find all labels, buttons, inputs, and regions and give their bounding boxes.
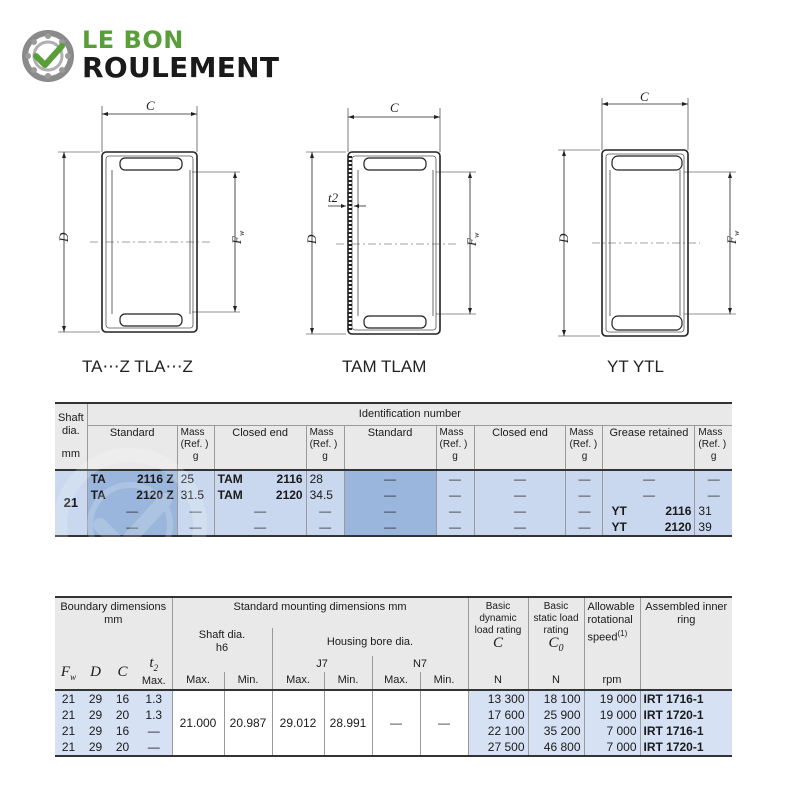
std2-mass: — bbox=[436, 470, 474, 487]
n7-header: N7 bbox=[372, 656, 468, 672]
fw-value: 21 bbox=[61, 740, 76, 754]
n7-min-value: — bbox=[420, 690, 468, 756]
j7-min-value: 28.991 bbox=[324, 690, 372, 756]
ce2-mass: — bbox=[566, 503, 603, 519]
std-mass: — bbox=[177, 503, 214, 519]
gr-designation: YT 2116 bbox=[611, 503, 692, 518]
shaft-dia-header: Shaft dia. h6 bbox=[172, 628, 272, 656]
col-closed-end-2: Closed end bbox=[492, 427, 548, 439]
gr-mass: 39 bbox=[695, 519, 732, 536]
ce-mass: — bbox=[306, 519, 344, 536]
c-header: C bbox=[117, 664, 128, 680]
ce-mass: 28 bbox=[306, 470, 344, 487]
n7-max-value: — bbox=[372, 690, 420, 756]
dim-fw-label: $F_w$ bbox=[229, 230, 246, 244]
std2-designation: — bbox=[344, 470, 436, 487]
std-designation: TA 2116 Z bbox=[87, 470, 177, 487]
col-mass-5: Mass (Ref. ) g bbox=[695, 426, 732, 470]
gr-mass: — bbox=[695, 487, 732, 503]
std2-mass: — bbox=[436, 503, 474, 519]
speed-value: 7 000 bbox=[584, 723, 640, 739]
std2-mass: — bbox=[436, 487, 474, 503]
shaft-min-value: 20.987 bbox=[224, 690, 272, 756]
std2-designation: — bbox=[344, 503, 436, 519]
col-mass-3: Mass (Ref. ) g bbox=[436, 426, 474, 470]
drawing-ta-z bbox=[40, 92, 260, 352]
d-header: D bbox=[90, 664, 101, 680]
logo-line1: LE BON bbox=[82, 26, 184, 54]
n7-min-header: Min. bbox=[420, 672, 468, 690]
caption-yt: YT YTL bbox=[607, 357, 665, 376]
static-rating-header: Basic static load rating $C_0$ bbox=[528, 597, 584, 672]
ce-mass: 34.5 bbox=[306, 487, 344, 503]
logo-line2: ROULEMENT bbox=[82, 51, 280, 84]
std-designation: TA 2120 Z bbox=[87, 487, 177, 503]
std-mass: — bbox=[177, 519, 214, 536]
unit-n-1: N bbox=[468, 672, 528, 690]
col-mass-4: Mass (Ref. ) g bbox=[566, 426, 603, 470]
ce-designation: — bbox=[254, 519, 267, 534]
shaft-value: 21 bbox=[55, 470, 87, 536]
fw-header: $F_w$ bbox=[60, 663, 77, 682]
fw-value: 21 bbox=[61, 724, 76, 738]
j7-min-header: Min. bbox=[324, 672, 372, 690]
static-rating-value: 46 800 bbox=[528, 739, 584, 756]
col-standard-2: Standard bbox=[367, 427, 413, 439]
shaft-dia-header: Shaft dia. mm bbox=[55, 403, 87, 470]
std2-mass: — bbox=[436, 519, 474, 536]
speed-header: Allowable rotational speed$^{(1)}$ bbox=[584, 597, 640, 672]
speed-value: 19 000 bbox=[584, 690, 640, 707]
ce2-designation: — bbox=[514, 471, 526, 486]
c-value: 20 bbox=[115, 708, 130, 722]
dimensions-table bbox=[55, 596, 732, 757]
static-rating-value: 35 200 bbox=[528, 723, 584, 739]
d-value: 29 bbox=[88, 692, 103, 706]
identification-table bbox=[55, 402, 732, 537]
ce2-designation: — bbox=[514, 519, 526, 534]
std-designation: — bbox=[87, 519, 177, 536]
dynamic-rating-value: 13 300 bbox=[468, 690, 528, 707]
dim-d-label: D bbox=[556, 233, 571, 243]
std-designation: — bbox=[87, 503, 177, 519]
ce2-mass: — bbox=[566, 519, 603, 536]
n7-max-header: Max. bbox=[372, 672, 420, 690]
c-value: 20 bbox=[115, 740, 130, 754]
col-grease-retained: Grease retained bbox=[609, 427, 689, 439]
speed-value: 7 000 bbox=[584, 739, 640, 756]
unit-rpm: rpm bbox=[584, 672, 640, 690]
fw-value: 21 bbox=[61, 692, 76, 706]
gr-mass: — bbox=[695, 470, 732, 487]
col-mass-1: Mass (Ref. ) g bbox=[177, 426, 214, 470]
t2-value: 1.3 bbox=[136, 707, 172, 723]
gr-designation: YT 2120 bbox=[611, 519, 692, 534]
fw-value: 21 bbox=[61, 708, 76, 722]
gr-mass: 31 bbox=[695, 503, 732, 519]
gr-designation: — bbox=[642, 471, 655, 486]
dynamic-rating-value: 17 600 bbox=[468, 707, 528, 723]
d-value: 29 bbox=[88, 724, 103, 738]
inner-ring-header: Assembled inner ring bbox=[645, 601, 728, 626]
dim-fw-label: $F_w$ bbox=[724, 230, 741, 244]
housing-header: Housing bore dia. bbox=[272, 628, 468, 656]
table-row bbox=[55, 470, 732, 487]
inner-ring-value: IRT 1716-1 bbox=[643, 692, 704, 706]
inner-ring-value: IRT 1720-1 bbox=[643, 740, 704, 754]
shaft-min-header: Min. bbox=[224, 672, 272, 690]
gr-designation: — bbox=[642, 487, 655, 502]
std-mass: 31.5 bbox=[177, 487, 214, 503]
ce-mass: — bbox=[306, 503, 344, 519]
c-value: 16 bbox=[115, 692, 130, 706]
t2-value: — bbox=[136, 739, 172, 756]
table-row bbox=[55, 690, 732, 707]
inner-ring-value: IRT 1720-1 bbox=[643, 708, 704, 722]
dynamic-rating-value: 22 100 bbox=[468, 723, 528, 739]
static-rating-value: 25 900 bbox=[528, 707, 584, 723]
dim-d-label: D bbox=[304, 234, 319, 244]
c-value: 16 bbox=[115, 724, 130, 738]
dim-c-label: C bbox=[390, 100, 399, 115]
col-closed-end-1: Closed end bbox=[232, 427, 288, 439]
caption-tam: TAM TLAM bbox=[342, 357, 427, 376]
t2-value: — bbox=[136, 723, 172, 739]
table-row bbox=[55, 519, 732, 536]
dim-c-label: C bbox=[146, 98, 155, 113]
ce-designation: TAM 2120 bbox=[217, 487, 303, 502]
mounting-header: Standard mounting dimensions mm bbox=[172, 597, 468, 628]
dynamic-rating-value: 27 500 bbox=[468, 739, 528, 756]
dim-fw-label: $F_w$ bbox=[464, 232, 481, 246]
ce-designation: — bbox=[254, 503, 267, 518]
brand-logo bbox=[22, 26, 302, 86]
ce2-designation: — bbox=[514, 487, 526, 502]
dim-d-label: D bbox=[56, 232, 71, 242]
ce-designation: TAM 2116 bbox=[217, 471, 303, 486]
identification-header: Identification number bbox=[87, 403, 732, 426]
dynamic-rating-header: Basic dynamic load rating C bbox=[468, 597, 528, 672]
ce2-designation: — bbox=[514, 503, 526, 518]
drawing-yt bbox=[540, 89, 760, 352]
j7-max-value: 29.012 bbox=[272, 690, 324, 756]
boundary-header: Boundary dimensions mm bbox=[55, 597, 172, 628]
t2-header: $t_2$ Max. bbox=[136, 656, 172, 690]
unit-n-2: N bbox=[528, 672, 584, 690]
col-mass-2: Mass (Ref. ) g bbox=[306, 426, 344, 470]
std2-designation: — bbox=[344, 487, 436, 503]
static-rating-value: 18 100 bbox=[528, 690, 584, 707]
inner-ring-value: IRT 1716-1 bbox=[643, 724, 704, 738]
table-row bbox=[55, 487, 732, 503]
dim-t2-label: t2 bbox=[328, 190, 339, 205]
table-row bbox=[55, 503, 732, 519]
ce2-mass: — bbox=[566, 487, 603, 503]
t2-value: 1.3 bbox=[136, 690, 172, 707]
j7-max-header: Max. bbox=[272, 672, 324, 690]
j7-header: J7 bbox=[272, 656, 372, 672]
col-standard-1: Standard bbox=[109, 427, 155, 439]
std2-designation: — bbox=[344, 519, 436, 536]
dim-c-label: C bbox=[640, 89, 649, 104]
d-value: 29 bbox=[88, 740, 103, 754]
ce2-mass: — bbox=[566, 470, 603, 487]
d-value: 29 bbox=[88, 708, 103, 722]
shaft-max-value: 21.000 bbox=[172, 690, 224, 756]
speed-value: 19 000 bbox=[584, 707, 640, 723]
shaft-max-header: Max. bbox=[172, 672, 224, 690]
std-mass: 25 bbox=[177, 470, 214, 487]
caption-ta-z: TA⋯Z TLA⋯Z bbox=[82, 357, 193, 376]
bearing-check-icon bbox=[22, 30, 74, 82]
drawing-tam bbox=[288, 92, 508, 352]
